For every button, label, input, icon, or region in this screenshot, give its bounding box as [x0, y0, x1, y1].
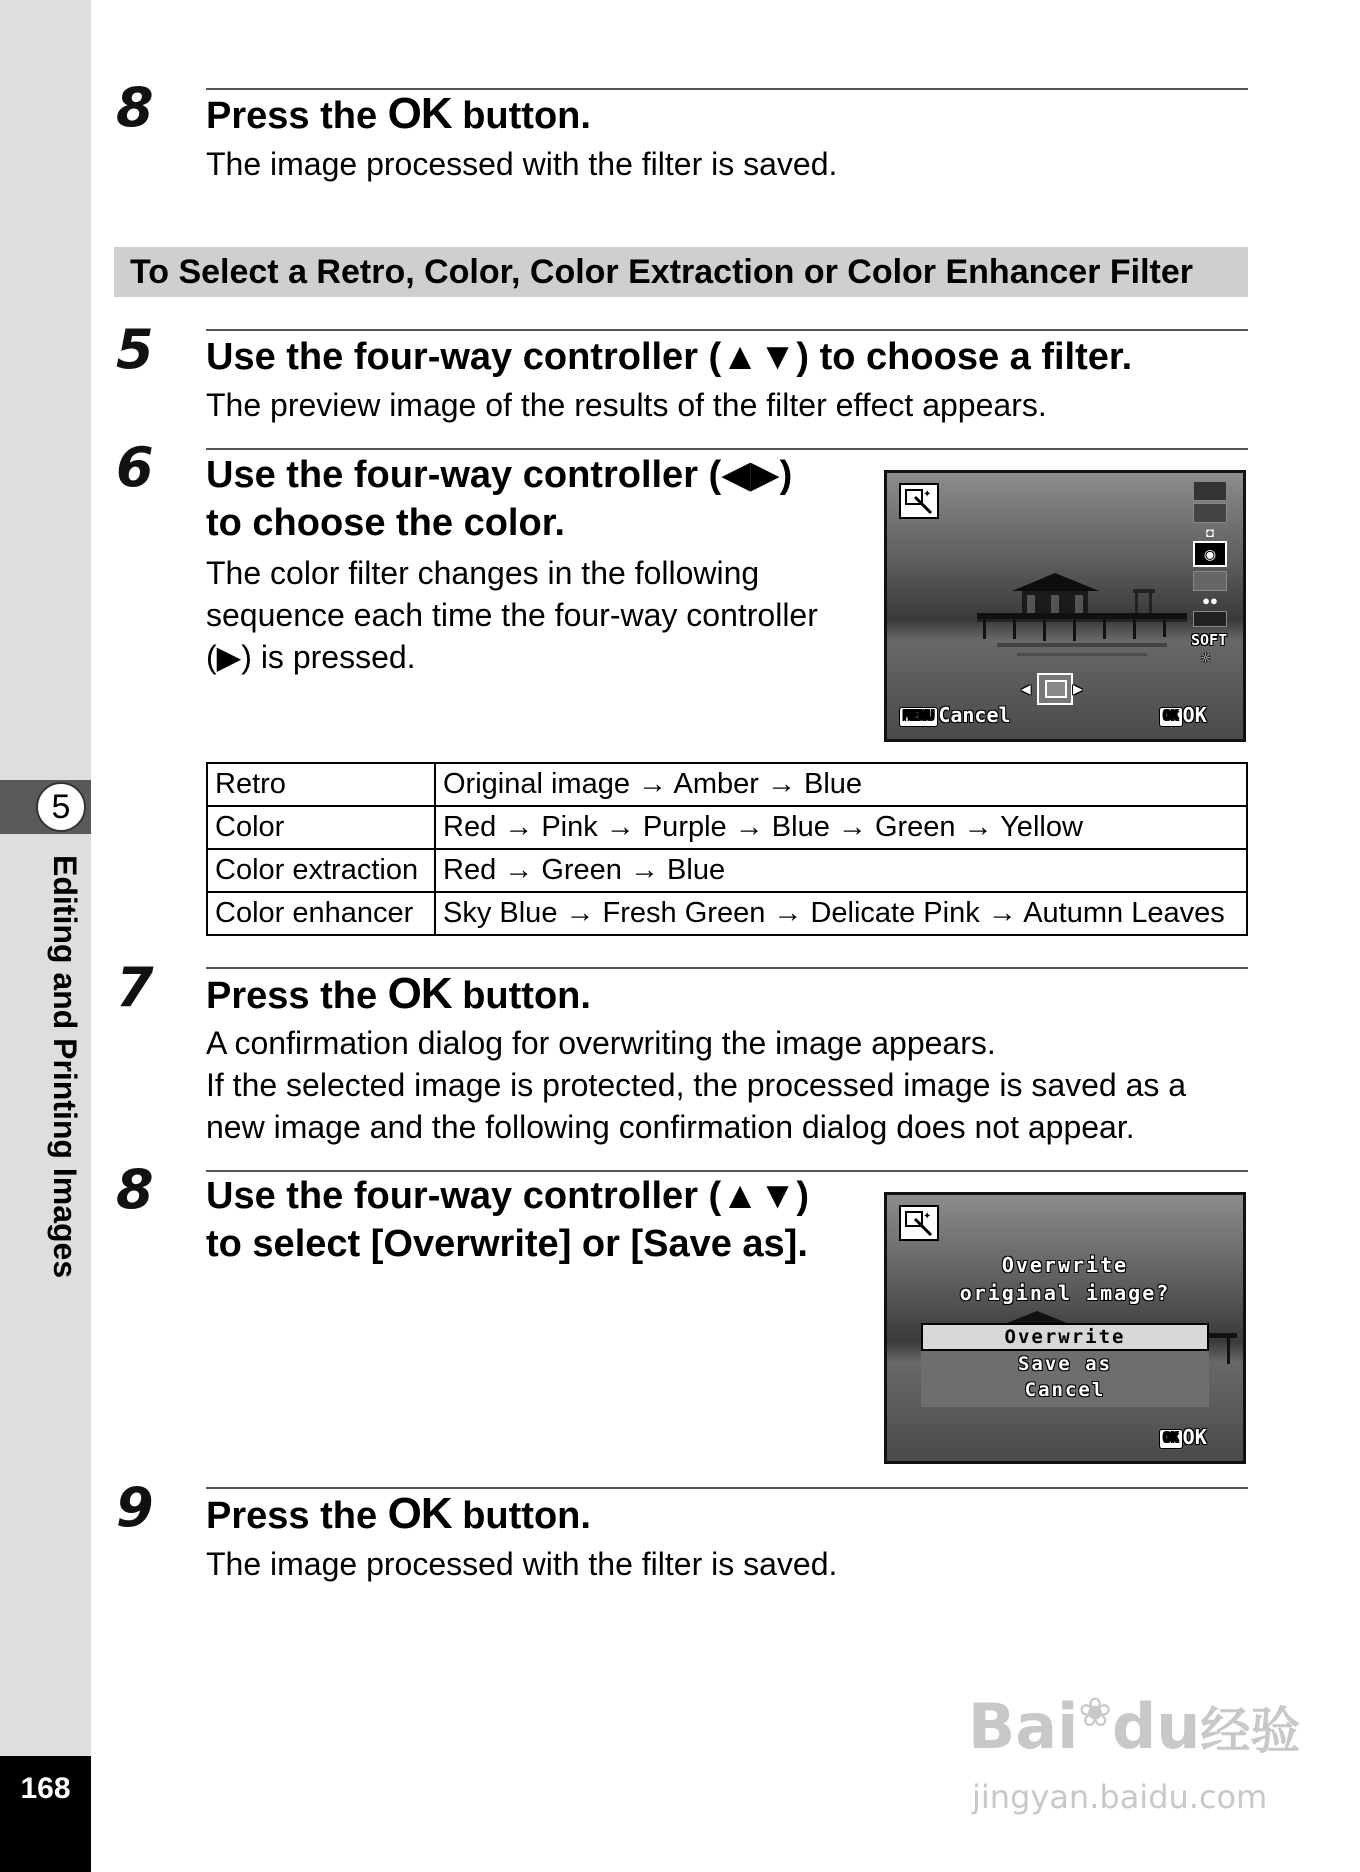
arrow-right-icon: ▶: [1073, 679, 1083, 698]
heading-text: button.: [451, 975, 591, 1017]
step-body: (▶) is pressed.: [206, 639, 416, 675]
heading-text: Press the: [206, 95, 388, 137]
step-number: 5: [116, 318, 154, 381]
heading-text: Press the: [206, 975, 388, 1017]
step-heading: Use the four-way controller (▲▼) to choose a filter.: [206, 336, 1133, 378]
step-body: The image processed with the filter is saved.: [206, 146, 838, 182]
dots-filter-icon: ●●: [1202, 593, 1218, 608]
svg-text:✦: ✦: [923, 489, 932, 500]
filter-name-cell: Retro: [207, 763, 435, 806]
table-row: [207, 806, 1247, 849]
step-divider: [206, 967, 1248, 969]
step-heading: Use the four-way controller (◀▶): [206, 454, 793, 496]
watermark-brand: Bai: [968, 1690, 1079, 1763]
step-body: The color filter changes in the following: [206, 555, 760, 591]
filter-sequence-cell: Red → Green → Blue: [435, 849, 1247, 892]
ok-glyph: OK: [387, 969, 452, 1018]
color-filter-icon-selected: ◉: [1193, 541, 1227, 567]
filter-mode-icon: [899, 483, 939, 519]
filter-item: [1193, 503, 1227, 523]
ok-label: OK: [1182, 1425, 1207, 1449]
watermark-logo: [968, 1690, 1300, 1763]
watermark-brand2: du: [1111, 1690, 1201, 1763]
filter-sequence-table: [206, 762, 1248, 936]
step-body: A confirmation dialog for overwriting the image appears.: [206, 1025, 996, 1061]
step-heading: [206, 970, 591, 1020]
step-body: new image and the following confirmation dialog does not appear.: [206, 1109, 1135, 1145]
option-cancel[interactable]: Cancel: [1024, 1379, 1106, 1401]
step-divider: [206, 329, 1248, 331]
ok-badge: OK: [1159, 1429, 1183, 1449]
color-swatch-inner: [1045, 680, 1067, 698]
watermark-cn: 经验: [1200, 1702, 1301, 1760]
step-body: sequence each time the four-way controller: [206, 597, 818, 633]
filter-item: [1193, 481, 1227, 501]
filter-name-cell: Color: [207, 806, 435, 849]
menu-badge: MENU: [899, 707, 938, 727]
svg-text:✦: ✦: [923, 1211, 932, 1222]
page-number: 168: [20, 1772, 71, 1805]
step-heading: to select [Overwrite] or [Save as].: [206, 1223, 808, 1265]
heading-text: button.: [451, 1495, 591, 1537]
watermark-url: jingyan.baidu.com: [972, 1778, 1268, 1816]
ok-label: OK: [1182, 703, 1207, 727]
option-overwrite-selected[interactable]: Overwrite: [921, 1323, 1209, 1351]
step-number: 9: [116, 1476, 154, 1539]
chapter-number: 5: [36, 782, 86, 832]
step-body: The preview image of the results of the filter effect appears.: [206, 387, 1047, 423]
step-divider: [206, 448, 1248, 450]
dialog-question: original image?: [959, 1281, 1171, 1305]
camera-screen-dialog: [884, 1192, 1246, 1464]
menu-cancel-hint: [899, 703, 1011, 727]
filter-name-cell: Color enhancer: [207, 892, 435, 935]
step-number: 6: [116, 436, 154, 499]
filter-item: [1193, 571, 1227, 591]
filter-name-cell: Color extraction: [207, 849, 435, 892]
camera-icon: ◘: [1206, 525, 1214, 540]
step-heading: [206, 90, 591, 140]
magic-wand-icon: [901, 1207, 937, 1239]
ok-hint: [1159, 703, 1207, 727]
cancel-label: Cancel: [938, 703, 1011, 727]
step-heading: [206, 1490, 591, 1540]
camera-screen-filter: [884, 470, 1246, 742]
table-row: [207, 763, 1247, 806]
ok-glyph: OK: [387, 1489, 452, 1538]
paw-icon: ❀: [1078, 1690, 1112, 1736]
step-number: 7: [116, 956, 154, 1019]
option-save-as[interactable]: Save as: [1017, 1353, 1113, 1375]
arrow-left-icon: ◀: [1021, 679, 1031, 698]
step-heading: to choose the color.: [206, 502, 565, 544]
step-body: The image processed with the filter is saved.: [206, 1546, 838, 1582]
filter-sequence-cell: Sky Blue → Fresh Green → Delicate Pink → Autumn Leaves: [435, 892, 1247, 935]
dialog-question: Overwrite: [1001, 1253, 1129, 1277]
magic-wand-icon: [901, 485, 937, 517]
color-swatch: [1037, 673, 1073, 705]
filter-mode-icon: [899, 1205, 939, 1241]
ok-hint: [1159, 1425, 1207, 1449]
filter-sequence-cell: Red → Pink → Purple → Blue → Green → Yellow: [435, 806, 1247, 849]
ok-badge: OK: [1159, 707, 1183, 727]
table-row: [207, 849, 1247, 892]
heading-text: button.: [451, 95, 591, 137]
soft-filter-label: SOFT: [1191, 631, 1228, 649]
filter-item: [1193, 611, 1227, 627]
ok-glyph: OK: [387, 89, 452, 138]
section-title: To Select a Retro, Color, Color Extraction or Color Enhancer Filter: [130, 253, 1193, 291]
filter-sequence-cell: Original image → Amber → Blue: [435, 763, 1247, 806]
table-row: [207, 892, 1247, 935]
step-body: If the selected image is protected, the processed image is saved as a: [206, 1067, 1187, 1103]
heading-text: Press the: [206, 1495, 388, 1537]
step-divider: [206, 1487, 1248, 1489]
chapter-title: Editing and Printing Images: [47, 855, 83, 1279]
step-number: 8: [116, 76, 154, 139]
step-heading: Use the four-way controller (▲▼): [206, 1175, 810, 1217]
brightness-icon: ☼: [1201, 649, 1211, 667]
step-number: 8: [116, 1158, 154, 1221]
